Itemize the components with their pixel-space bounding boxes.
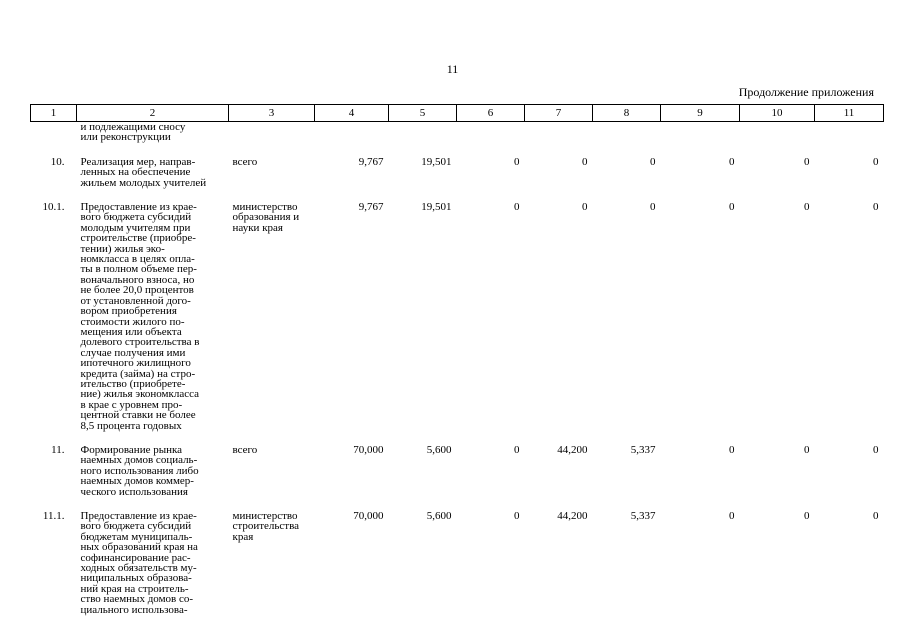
row-code: 10. bbox=[50, 155, 65, 168]
row-value: 0 bbox=[873, 443, 879, 456]
row-value: 0 bbox=[873, 155, 879, 168]
row-value: 70,000 bbox=[353, 443, 384, 456]
row-value: 0 bbox=[514, 510, 520, 522]
row-value: 5,337 bbox=[630, 443, 656, 456]
row-value: 0 bbox=[729, 510, 735, 522]
row-description: Формирование рынка наемных домов социаль- ного использования либо наемных домов коммер- ческого использования bbox=[80, 443, 199, 498]
row-value: 0 bbox=[650, 201, 656, 214]
row-value: 0 bbox=[582, 201, 588, 214]
row-code: 10.1. bbox=[42, 201, 65, 214]
table-row bbox=[31, 202, 884, 431]
row-value: 70,000 bbox=[353, 510, 384, 522]
header-cell: 10 bbox=[740, 105, 815, 122]
row-value: 0 bbox=[729, 155, 735, 168]
header-cell: 5 bbox=[389, 105, 457, 122]
continuation-label: Продолжение приложения bbox=[738, 85, 874, 99]
row-value: 19,501 bbox=[421, 155, 452, 168]
header-cell: 1 bbox=[31, 105, 77, 122]
row-code: 11.1. bbox=[42, 510, 65, 522]
row-value: 0 bbox=[514, 155, 520, 168]
row-value: 5,337 bbox=[630, 510, 656, 522]
row-value: 0 bbox=[873, 510, 879, 522]
row-description: Предоставление из крае- вого бюджета субсидий молодым учителям при строительстве (приобре- тении) жилья эко- номкласса в целях опла- ты в полном объеме пер- воначального взноса, но не более 20,0 процентов от установленной дого- вором приобретения стоимости жилого по- мещения или объекта долевого строительства в случае получения ими ипотечного жилищного кредита (займа) на стро- ительство (приобрете- ние) жилья экономкласса в крае с уровнем про- центной ставки не более 8,5 процента годовых bbox=[80, 201, 200, 432]
row-code: 11. bbox=[51, 443, 65, 456]
table-row bbox=[31, 445, 884, 497]
row-value: 5,600 bbox=[426, 510, 452, 522]
header-cell: 4 bbox=[315, 105, 389, 122]
header-cell: 6 bbox=[457, 105, 525, 122]
row-description: Предоставление из крае- вого бюджета субсидий бюджетам муниципаль- ных образований края на софинансирование рас- ходных обязательств му- ниципальных образова- ний края на строитель- ство наемных домов со- циального использова- bbox=[80, 510, 198, 616]
row-value: 0 bbox=[804, 510, 810, 522]
carry-over-row bbox=[31, 122, 884, 143]
header-cell: 2 bbox=[77, 105, 229, 122]
row-value: 5,600 bbox=[426, 443, 452, 456]
table-row bbox=[31, 511, 884, 615]
row-executor: министерство строительства края bbox=[232, 510, 300, 543]
row-value: 0 bbox=[582, 155, 588, 168]
row-value: 0 bbox=[514, 443, 520, 456]
row-value: 9,767 bbox=[358, 201, 384, 214]
row-value: 9,767 bbox=[358, 155, 384, 168]
row-value: 0 bbox=[729, 443, 735, 456]
row-value: 0 bbox=[873, 201, 879, 214]
row-executor: министерство образования и науки края bbox=[232, 201, 300, 234]
header-cell: 11 bbox=[815, 105, 884, 122]
row-value: 0 bbox=[514, 201, 520, 214]
row-value: 0 bbox=[804, 443, 810, 456]
header-cell: 3 bbox=[229, 105, 315, 122]
row-executor: всего bbox=[232, 443, 258, 456]
row-value: 0 bbox=[650, 155, 656, 168]
row-value: 44,200 bbox=[557, 443, 588, 456]
carry-over-text: и подлежащими сносу или реконструкции bbox=[80, 121, 186, 144]
header-cell: 7 bbox=[525, 105, 593, 122]
page-number: 11 bbox=[446, 62, 459, 76]
appendix-table bbox=[30, 104, 884, 615]
row-executor: всего bbox=[232, 155, 258, 168]
row-value: 0 bbox=[804, 155, 810, 168]
row-value: 19,501 bbox=[421, 201, 452, 214]
table-row bbox=[31, 157, 884, 188]
row-value: 0 bbox=[729, 201, 735, 214]
header-cell: 8 bbox=[593, 105, 661, 122]
row-value: 0 bbox=[804, 201, 810, 214]
table-header-row bbox=[31, 105, 884, 122]
row-value: 44,200 bbox=[557, 510, 588, 522]
header-cell: 9 bbox=[661, 105, 740, 122]
row-description: Реализация мер, направ- ленных на обеспечение жильем молодых учителей bbox=[80, 155, 207, 189]
